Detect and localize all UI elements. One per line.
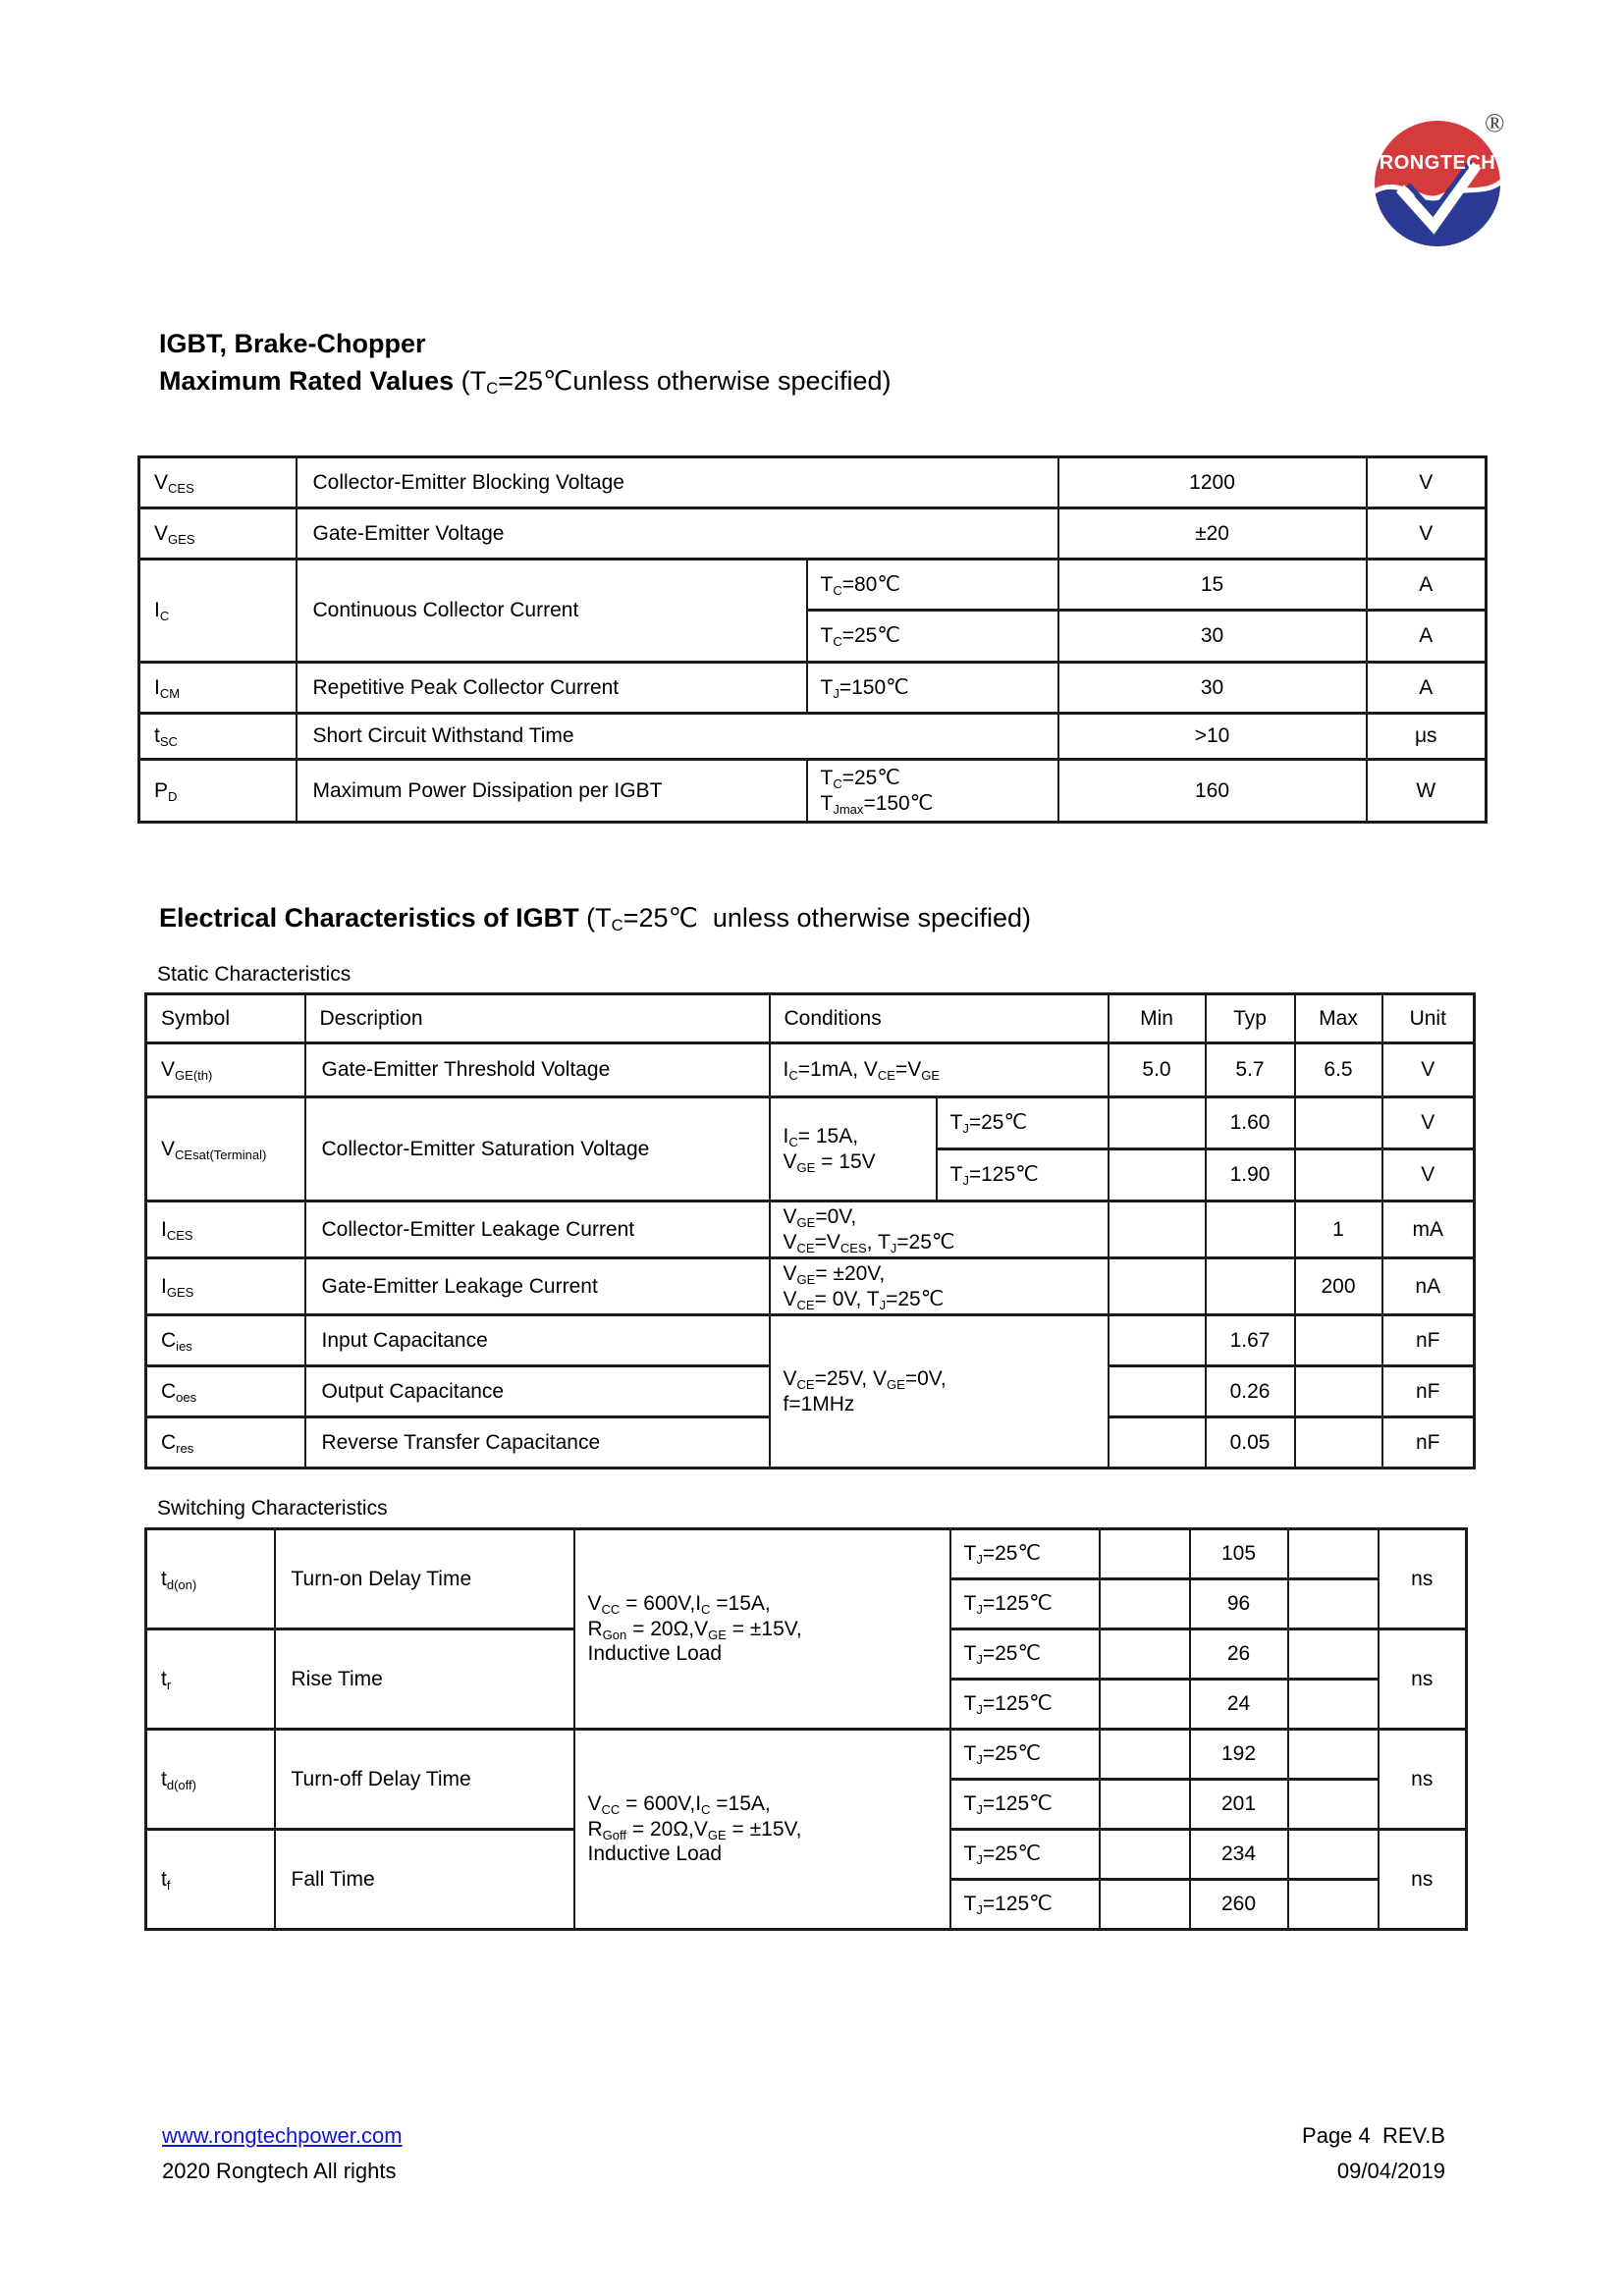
max-cell bbox=[1288, 1579, 1379, 1629]
max-cell bbox=[1295, 1417, 1382, 1468]
description-cell: Gate-Emitter Threshold Voltage bbox=[305, 1043, 770, 1097]
min-cell bbox=[1100, 1680, 1190, 1730]
max-cell bbox=[1295, 1097, 1382, 1149]
condition-cell: $T_C=80℃$ bbox=[807, 560, 1058, 611]
description-cell: Gate-Emitter Voltage bbox=[297, 508, 1058, 560]
typ-cell: 26 bbox=[1190, 1629, 1288, 1680]
footer-right bbox=[1053, 2118, 1445, 2189]
typ-cell: 0.26 bbox=[1206, 1366, 1295, 1417]
unit-cell: nF bbox=[1382, 1417, 1475, 1468]
description-cell: Turn-on Delay Time bbox=[275, 1529, 574, 1629]
description-cell: Turn-off Delay Time bbox=[275, 1730, 574, 1830]
max-cell bbox=[1295, 1149, 1382, 1201]
condition-cell: $V_{CC} = 600V,I_C =15A$, $R_{Goff} = 20\Omega,V_{GE} = \pm 15V$, Inductive Load bbox=[574, 1730, 950, 1930]
unit-cell: nF bbox=[1382, 1366, 1475, 1417]
footer-left bbox=[162, 2118, 403, 2189]
unit-cell: ns bbox=[1379, 1629, 1467, 1730]
value-cell: 160 bbox=[1058, 760, 1367, 823]
max-cell: 200 bbox=[1295, 1258, 1382, 1315]
table-row bbox=[146, 1730, 1467, 1780]
description-cell: Collector-Emitter Leakage Current bbox=[305, 1201, 770, 1258]
typ-cell: 260 bbox=[1190, 1880, 1288, 1930]
symbol-cell: $V_{CES}$ bbox=[139, 457, 297, 508]
rongtech-logo-graphic bbox=[1371, 102, 1528, 254]
condition-cell: $V_{GE}=0V$, $V_{CE}=V_{CES}$, $T_J=25℃$ bbox=[770, 1201, 1109, 1258]
unit-cell: ns bbox=[1379, 1830, 1467, 1930]
description-cell: Reverse Transfer Capacitance bbox=[305, 1417, 770, 1468]
min-cell bbox=[1109, 1149, 1206, 1201]
column-header-min: Min bbox=[1109, 994, 1206, 1043]
symbol-cell: $C_{ies}$ bbox=[146, 1315, 305, 1366]
page-number: Page 4 REV.B bbox=[1302, 2123, 1445, 2148]
title-block bbox=[159, 325, 1239, 400]
max-cell bbox=[1288, 1830, 1379, 1880]
unit-cell: V bbox=[1382, 1043, 1475, 1097]
condition-cell: $T_C=25℃$ $T_{Jmax}=150℃$ bbox=[807, 760, 1058, 823]
typ-cell: 1.90 bbox=[1206, 1149, 1295, 1201]
unit-cell: μs bbox=[1367, 714, 1487, 760]
condition-cell: $V_{CC} = 600V,I_C =15A$, $R_{Gon} = 20\Omega,V_{GE} = \pm 15V$, Inductive Load bbox=[574, 1529, 950, 1730]
min-cell bbox=[1100, 1880, 1190, 1930]
symbol-cell: $I_C$ bbox=[139, 560, 297, 663]
electrical-heading-condition: ($T_C=25℃$ unless otherwise specified) bbox=[578, 903, 1032, 934]
table-row bbox=[146, 1043, 1475, 1097]
condition-cell: $V_{GE}= \pm 20V$, $V_{CE}= 0V$, $T_J=25℃$ bbox=[770, 1258, 1109, 1315]
value-cell: >10 bbox=[1058, 714, 1367, 760]
min-cell bbox=[1100, 1529, 1190, 1579]
electrical-heading-bold: Electrical Characteristics of IGBT bbox=[159, 903, 579, 933]
unit-cell: A bbox=[1367, 560, 1487, 611]
symbol-cell: $t_{d(off)}$ bbox=[146, 1730, 275, 1830]
description-cell: Fall Time bbox=[275, 1830, 574, 1930]
table-row bbox=[139, 560, 1487, 611]
section-title-electrical bbox=[159, 899, 1337, 936]
temp-condition-cell: $T_J=125℃$ bbox=[937, 1149, 1109, 1201]
table-row bbox=[139, 714, 1487, 760]
temp-condition-cell: $T_J=125℃$ bbox=[950, 1780, 1100, 1830]
symbol-cell: $t_r$ bbox=[146, 1629, 275, 1730]
typ-cell: 0.05 bbox=[1206, 1417, 1295, 1468]
static-characteristics-table bbox=[144, 992, 1476, 1469]
column-header-description: Description bbox=[305, 994, 770, 1043]
unit-cell: A bbox=[1367, 663, 1487, 714]
symbol-cell: $I_{GES}$ bbox=[146, 1258, 305, 1315]
symbol-cell: $V_{CEsat(Terminal)}$ bbox=[146, 1097, 305, 1201]
max-cell bbox=[1288, 1680, 1379, 1730]
typ-cell: 5.7 bbox=[1206, 1043, 1295, 1097]
website-link[interactable]: www.rongtechpower.com bbox=[162, 2123, 403, 2148]
typ-cell bbox=[1206, 1201, 1295, 1258]
unit-cell: mA bbox=[1382, 1201, 1475, 1258]
unit-cell: nF bbox=[1382, 1315, 1475, 1366]
column-header-conditions: Conditions bbox=[770, 994, 1109, 1043]
description-cell: Output Capacitance bbox=[305, 1366, 770, 1417]
typ-cell: 1.67 bbox=[1206, 1315, 1295, 1366]
column-header-unit: Unit bbox=[1382, 994, 1475, 1043]
min-cell bbox=[1100, 1579, 1190, 1629]
min-cell bbox=[1100, 1629, 1190, 1680]
unit-cell: ns bbox=[1379, 1529, 1467, 1629]
description-cell: Maximum Power Dissipation per IGBT bbox=[297, 760, 807, 823]
table-row bbox=[146, 1258, 1475, 1315]
unit-cell: V bbox=[1382, 1097, 1475, 1149]
description-cell: Gate-Emitter Leakage Current bbox=[305, 1258, 770, 1315]
table-row bbox=[139, 760, 1487, 823]
min-cell bbox=[1109, 1417, 1206, 1468]
symbol-cell: $C_{oes}$ bbox=[146, 1366, 305, 1417]
symbol-cell: $I_{CM}$ bbox=[139, 663, 297, 714]
unit-cell: V bbox=[1382, 1149, 1475, 1201]
min-cell bbox=[1100, 1730, 1190, 1780]
symbol-cell: $I_{CES}$ bbox=[146, 1201, 305, 1258]
section-title-max-rated bbox=[159, 362, 1239, 400]
table-row bbox=[139, 663, 1487, 714]
unit-cell: ns bbox=[1379, 1730, 1467, 1830]
temp-condition-cell: $T_J=25℃$ bbox=[950, 1830, 1100, 1880]
min-cell bbox=[1109, 1201, 1206, 1258]
switching-characteristics-label: Switching Characteristics bbox=[157, 1497, 388, 1520]
max-cell bbox=[1288, 1730, 1379, 1780]
table-row bbox=[146, 1315, 1475, 1366]
section-title-condition: ($T_C=25℃unless$ otherwise specified) bbox=[454, 366, 892, 398]
symbol-cell: $t_{d(on)}$ bbox=[146, 1529, 275, 1629]
unit-cell: nA bbox=[1382, 1258, 1475, 1315]
symbol-cell: $V_{GE(th)}$ bbox=[146, 1043, 305, 1097]
min-cell bbox=[1109, 1097, 1206, 1149]
typ-cell: 24 bbox=[1190, 1680, 1288, 1730]
symbol-cell: $V_{GES}$ bbox=[139, 508, 297, 560]
max-rated-values-table bbox=[137, 455, 1488, 824]
copyright-text: 2020 Rongtech All rights bbox=[162, 2159, 397, 2183]
static-characteristics-label: Static Characteristics bbox=[157, 963, 352, 986]
min-cell bbox=[1109, 1315, 1206, 1366]
condition-cell: $V_{CE}=25V$, $V_{GE}=0V$, f=1MHz bbox=[770, 1315, 1109, 1468]
temp-condition-cell: $T_J=25℃$ bbox=[950, 1629, 1100, 1680]
value-cell: 15 bbox=[1058, 560, 1367, 611]
typ-cell: 1.60 bbox=[1206, 1097, 1295, 1149]
typ-cell: 234 bbox=[1190, 1830, 1288, 1880]
temp-condition-cell: $T_J=25℃$ bbox=[937, 1097, 1109, 1149]
typ-cell: 96 bbox=[1190, 1579, 1288, 1629]
max-cell bbox=[1295, 1366, 1382, 1417]
unit-cell: W bbox=[1367, 760, 1487, 823]
section-title-bold: Maximum Rated Values bbox=[159, 366, 455, 396]
description-cell: Collector-Emitter Saturation Voltage bbox=[305, 1097, 770, 1201]
description-cell: Input Capacitance bbox=[305, 1315, 770, 1366]
rongtech-logo bbox=[1371, 102, 1528, 254]
description-cell: Rise Time bbox=[275, 1629, 574, 1730]
value-cell: 30 bbox=[1058, 611, 1367, 663]
condition-cell: $T_C=25℃$ bbox=[807, 611, 1058, 663]
typ-cell: 105 bbox=[1190, 1529, 1288, 1579]
unit-cell: V bbox=[1367, 508, 1487, 560]
max-cell bbox=[1288, 1780, 1379, 1830]
revision-date: 09/04/2019 bbox=[1336, 2159, 1445, 2183]
description-cell: Collector-Emitter Blocking Voltage bbox=[297, 457, 1058, 508]
typ-cell: 192 bbox=[1190, 1730, 1288, 1780]
unit-cell: A bbox=[1367, 611, 1487, 663]
max-cell bbox=[1288, 1629, 1379, 1680]
typ-cell bbox=[1206, 1258, 1295, 1315]
column-header-max: Max bbox=[1295, 994, 1382, 1043]
table-row bbox=[139, 508, 1487, 560]
typ-cell: 201 bbox=[1190, 1780, 1288, 1830]
condition-cell: $I_C=1mA$, $V_{CE}=V_{GE}$ bbox=[770, 1043, 1109, 1097]
table-row bbox=[146, 1097, 1475, 1149]
min-cell: 5.0 bbox=[1109, 1043, 1206, 1097]
registered-trademark-icon: ® bbox=[1485, 108, 1505, 137]
description-cell: Continuous Collector Current bbox=[297, 560, 807, 663]
condition-cell: $I_C= 15A$, $V_{GE} = 15V$ bbox=[770, 1097, 937, 1201]
value-cell: ±20 bbox=[1058, 508, 1367, 560]
max-cell: 6.5 bbox=[1295, 1043, 1382, 1097]
temp-condition-cell: $T_J=125℃$ bbox=[950, 1579, 1100, 1629]
symbol-cell: $t_f$ bbox=[146, 1830, 275, 1930]
description-cell: Repetitive Peak Collector Current bbox=[297, 663, 807, 714]
logo-brand-text: RONGTECH bbox=[1379, 152, 1496, 174]
temp-condition-cell: $T_J=125℃$ bbox=[950, 1680, 1100, 1730]
temp-condition-cell: $T_J=25℃$ bbox=[950, 1730, 1100, 1780]
description-cell: Short Circuit Withstand Time bbox=[297, 714, 1058, 760]
min-cell bbox=[1100, 1780, 1190, 1830]
max-cell bbox=[1288, 1880, 1379, 1930]
table-header-row bbox=[146, 994, 1475, 1043]
symbol-cell: $C_{res}$ bbox=[146, 1417, 305, 1468]
condition-cell: $T_J=150℃$ bbox=[807, 663, 1058, 714]
max-cell bbox=[1295, 1315, 1382, 1366]
table-row bbox=[146, 1529, 1467, 1579]
value-cell: 1200 bbox=[1058, 457, 1367, 508]
column-header-typ: Typ bbox=[1206, 994, 1295, 1043]
max-cell: 1 bbox=[1295, 1201, 1382, 1258]
max-cell bbox=[1288, 1529, 1379, 1579]
temp-condition-cell: $T_J=125℃$ bbox=[950, 1880, 1100, 1930]
value-cell: 30 bbox=[1058, 663, 1367, 714]
symbol-cell: $t_{SC}$ bbox=[139, 714, 297, 760]
unit-cell: V bbox=[1367, 457, 1487, 508]
symbol-cell: $P_D$ bbox=[139, 760, 297, 823]
page-title: IGBT, Brake-Chopper bbox=[159, 329, 426, 358]
column-header-symbol: Symbol bbox=[146, 994, 305, 1043]
table-row bbox=[146, 1201, 1475, 1258]
min-cell bbox=[1109, 1258, 1206, 1315]
min-cell bbox=[1109, 1366, 1206, 1417]
switching-characteristics-table bbox=[144, 1527, 1468, 1931]
table-row bbox=[139, 457, 1487, 508]
temp-condition-cell: $T_J=25℃$ bbox=[950, 1529, 1100, 1579]
min-cell bbox=[1100, 1830, 1190, 1880]
